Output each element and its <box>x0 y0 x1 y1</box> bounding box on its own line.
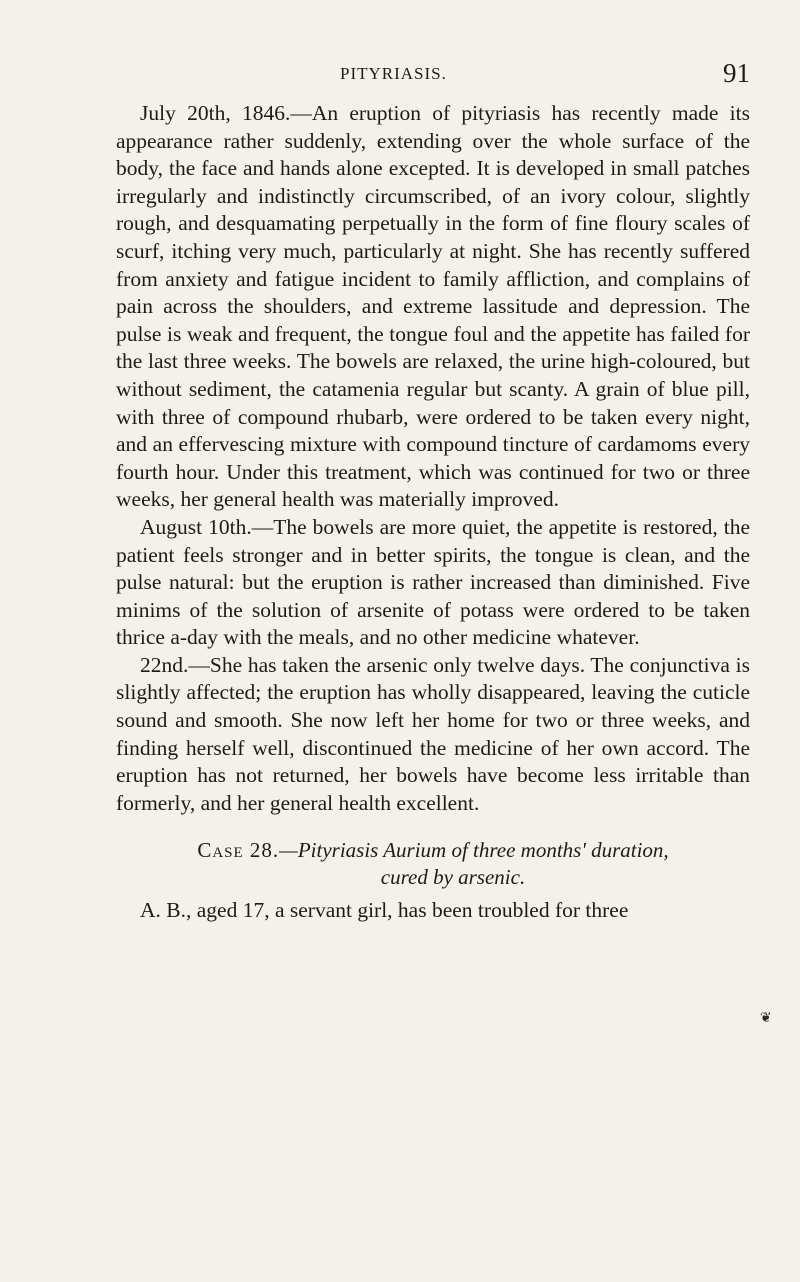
paragraph-22nd: 22nd.—She has taken the arsenic only twelve days. The conjunctiva is slightly affected; the eruption has wholly disappeared, leaving the cuticle sound and smooth. She now left her home for two or three weeks, and finding herself well, discontinued the medicine of her own accord. The eruption has not returned, her bowels have become less irritable than formerly, and her general health excellent. <box>116 652 750 815</box>
case-label: Case 28. <box>197 838 280 863</box>
page-number: 91 <box>723 58 750 88</box>
margin-mark: ❦ <box>760 1010 772 1026</box>
case-title: —Pityriasis Aurium of three months' duration, <box>279 838 669 863</box>
running-head: PITYRIASIS. <box>340 64 447 83</box>
case-heading <box>116 837 750 891</box>
case-subtitle: cured by arsenic. <box>380 865 526 890</box>
body-text <box>116 100 750 925</box>
page-header <box>100 58 750 102</box>
paragraph-case-intro: A. B., aged 17, a servant girl, has been troubled for three <box>140 898 629 923</box>
paragraph-july-20: July 20th, 1846.—An eruption of pityriasis has recently made its appearance rather suddenly, extending over the whole surface of the body, the face and hands alone excepted. It is developed in small patches irregularly and indistinctly circumscribed, of an ivory colour, slightly rough, and desquamating perpetually in the form of fine floury scales of scurf, itching very much, particularly at night. She has recently suffered from anxiety and fatigue incident to family affliction, and complains of pain across the shoulders, and extreme lassitude and depression. The pulse is weak and frequent, the tongue foul and the appetite has failed for the last three weeks. The bowels are relaxed, the urine high-coloured, but without sediment, the catamenia regular but scanty. A grain of blue pill, with three of compound rhubarb, were ordered to be taken every night, and an effervescing mixture with compound tincture of cardamoms every fourth hour. Under this treatment, which was continued for two or three weeks, her general health was materially improved. <box>116 101 750 512</box>
paragraph-august-10: August 10th.—The bowels are more quiet, the appetite is restored, the patient feels stronger and in better spirits, the tongue is clean, and the pulse natural: but the eruption is rather increased than diminished. Five minims of the solution of arsenite of potass were ordered to be taken thrice a-day with the meals, and no other medicine whatever. <box>116 514 750 650</box>
